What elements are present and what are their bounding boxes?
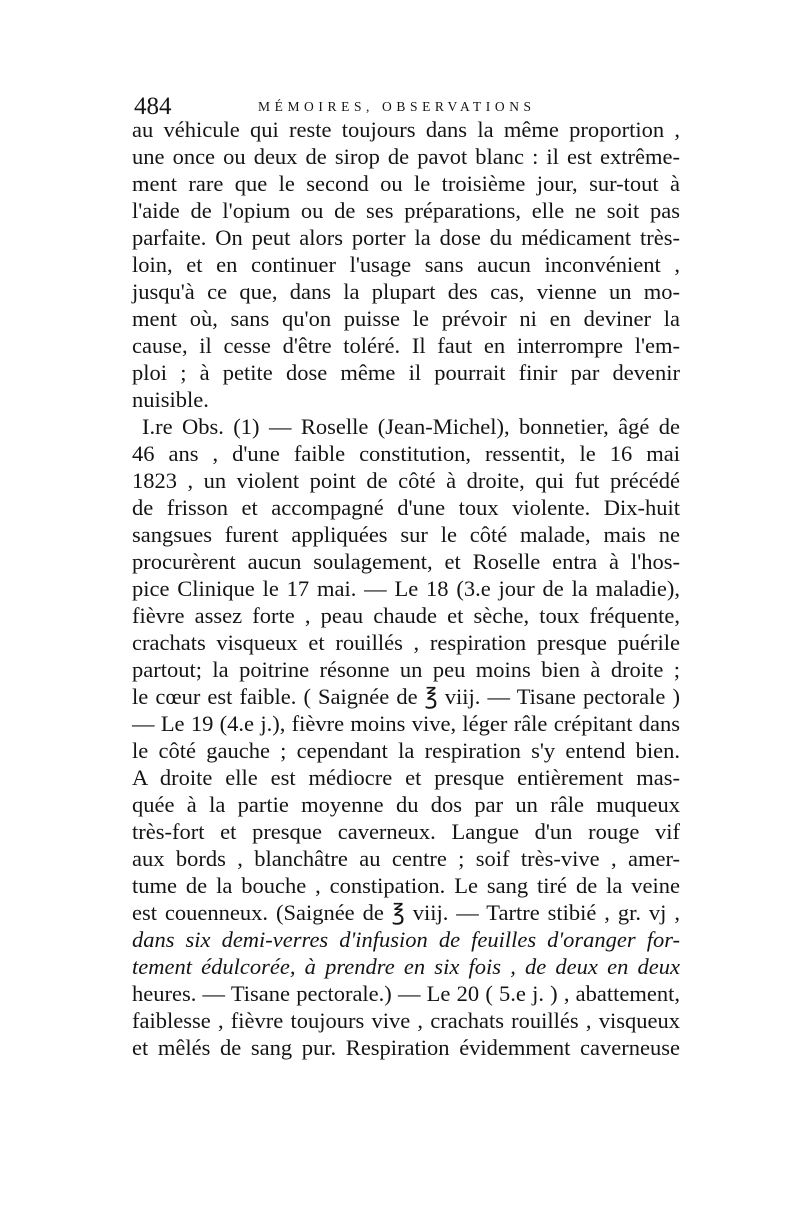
- text-line: parfaite. On peut alors porter la dose du médicament très-: [132, 225, 680, 250]
- text-line: l'aide de l'opium ou de ses préparations, elle ne soit pas: [132, 198, 680, 223]
- text-line: fièvre assez forte , peau chaude et sèche, toux fréquente,: [132, 603, 680, 628]
- text-line: une once ou deux de sirop de pavot blanc : il est extrême-: [132, 144, 680, 169]
- text-line: partout; la poitrine résonne un peu moins bien à droite ;: [132, 657, 680, 682]
- text-line: le côté gauche ; cependant la respiration s'y entend bien.: [132, 738, 680, 763]
- text-line: heures. — Tisane pectorale.) — Le 20 ( 5.e j. ) , abattement,: [132, 981, 680, 1006]
- running-title: MÉMOIRES, OBSERVATIONS: [258, 99, 536, 114]
- text-line: aux bords , blanchâtre au centre ; soif très-vive , amer-: [132, 846, 680, 871]
- text-line: ploi ; à petite dose même il pourrait finir par devenir: [132, 360, 680, 385]
- text-line: jusqu'à ce que, dans la plupart des cas, vienne un mo-: [132, 279, 680, 304]
- prescription-line: dans six demi-verres d'infusion de feuilles d'oranger for-: [132, 927, 680, 952]
- text-line: faiblesse , fièvre toujours vive , crachats rouillés , visqueux: [132, 1008, 680, 1033]
- text-line: est couenneux. (Saignée de ℥ viij. — Tartre stibié , gr. vj ,: [132, 900, 680, 925]
- text-line: loin, et en continuer l'usage sans aucun inconvénient ,: [132, 252, 680, 277]
- text-line: — Le 19 (4.e j.), fièvre moins vive, léger râle crépitant dans: [132, 711, 680, 736]
- text-line: A droite elle est médiocre et presque entièrement mas-: [132, 765, 680, 790]
- text-line: ment où, sans qu'on puisse le prévoir ni en deviner la: [132, 306, 680, 331]
- text-line: cause, il cesse d'être toléré. Il faut en interrompre l'em-: [132, 333, 680, 358]
- prescription-line: tement édulcorée, à prendre en six fois , de deux en deux: [132, 954, 680, 979]
- body-text: [132, 116, 680, 1061]
- text-line: sangsues furent appliquées sur le côté malade, mais ne: [132, 522, 680, 547]
- text-line: ment rare que le second ou le troisième jour, sur-tout à: [132, 171, 680, 196]
- page-number: 484: [134, 93, 172, 120]
- text-line: crachats visqueux et rouillés , respiration presque puérile: [132, 630, 680, 655]
- text-line: quée à la partie moyenne du dos par un râle muqueux: [132, 792, 680, 817]
- text-line: nuisible.: [132, 387, 209, 412]
- text-line: de frisson et accompagné d'une toux violente. Dix-huit: [132, 495, 680, 520]
- text-line: 46 ans , d'une faible constitution, ressentit, le 16 mai: [132, 441, 680, 466]
- text-line: 1823 , un violent point de côté à droite, qui fut précédé: [132, 468, 680, 493]
- text-line: tume de la bouche , constipation. Le sang tiré de la veine: [132, 873, 680, 898]
- text-line: le cœur est faible. ( Saignée de ℥ viij. — Tisane pectorale ): [132, 684, 680, 709]
- text-line: très-fort et presque caverneux. Langue d'un rouge vif: [132, 819, 680, 844]
- text-line: au véhicule qui reste toujours dans la même proportion ,: [132, 117, 680, 142]
- text-line: pice Clinique le 17 mai. — Le 18 (3.e jour de la maladie),: [132, 576, 680, 601]
- text-line: procurèrent aucun soulagement, et Roselle entra à l'hos-: [132, 549, 680, 574]
- observation-heading-line: I.re Obs. (1) — Roselle (Jean-Michel), bonnetier, âgé de: [142, 414, 680, 439]
- text-line: et mêlés de sang pur. Respiration évidemment caverneuse: [132, 1035, 680, 1060]
